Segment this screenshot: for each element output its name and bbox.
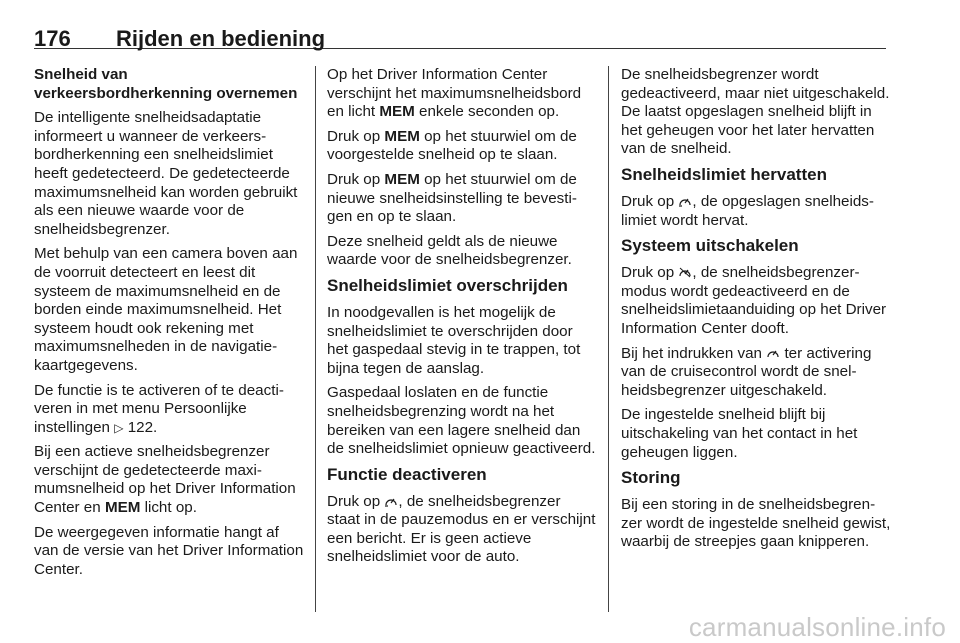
paragraph [621,345,891,401]
paragraph: De ingestelde snelheid blijft bij uitschakeling van het contact in het geheugen liggen. [621,406,858,461]
paragraph-text: Op het Driver Information Center verschijnt het maximumsnelheidsbord en licht [327,66,582,121]
speed-limiter-pause-icon [384,495,398,507]
mem-label: MEM [384,127,420,145]
paragraph: Bij een storing in de snelheidsbegrenzer wordt de ingestelde snelheid gewist, waarbij de streepjes gaan knipperen. [621,496,891,551]
speed-limiter-pause-icon [678,195,692,207]
watermark: carmanualsonline.info [688,612,946,642]
paragraph-text: Druk op [327,170,381,188]
chapter-title: Rijden en bediening [116,26,326,51]
section-heading: Functie deactiveren [327,464,487,484]
section-heading: Storing [621,468,681,488]
paragraph-text: Bij het indrukken van [621,344,762,362]
section-heading: Snelheidslimiet overschrijden [327,275,568,295]
paragraph [327,171,597,227]
paragraph-text: Druk op [327,127,381,145]
page-reference[interactable]: 122. [127,418,158,436]
column-divider [608,66,609,612]
paragraph: Gaspedaal loslaten en de functie snelheidsbegrenzing wordt na het bereiken van een lagere snelheid dan de snelheidslimiet opnieuw geactiveerd. [327,384,596,458]
paragraph-text: Bij een actieve snelheidsbegrenzer verschijnt de gedetecteerde maximumsnelheid op het Driver Information Center en [34,443,296,517]
paragraph-text: Druk op [621,192,675,210]
paragraph-text: Druk op [327,492,381,510]
cruise-control-icon [766,347,780,359]
paragraph-text: , de snelheidsbegrenzer staat in de pauzemodus en er verschijnt een bericht. Er is geen actieve snelheidslimiet voor de auto. [327,492,596,566]
reference-arrow-icon: ▷ [114,420,124,435]
section-heading: Snelheid van verkeersbordherkenning overnemen [34,66,298,102]
paragraph [621,193,891,230]
paragraph-text: enkele seconden op. [414,103,560,121]
paragraph-text: op het stuurwiel om de nieuwe snelheidsinstelling te bevestigen en op te slaan. [327,170,577,226]
column-2 [327,66,597,573]
mem-label: MEM [384,170,420,188]
paragraph-text: De functie is te activeren of te deactiveren in met menu Persoonlijke instellingen [34,381,284,436]
paragraph-text: ter activering van de cruisecontrol wordt de snelheidsbegrenzer uitgeschakeld. [621,344,872,399]
paragraph-text: licht op. [140,499,197,517]
mem-label: MEM [104,499,141,517]
paragraph: Met behulp van een camera boven aan de voorruit detecteert en leest dit systeem de maximumsnelheid en de borden einde maximumsnelheid. Het systeem houdt ook rekening met maximumsnelheden in de navigatiekaartgegevens. [34,245,298,374]
paragraph: Deze snelheid geldt als de nieuwe waarde voor de snelheidsbegrenzer. [327,232,572,269]
paragraph-text: Druk op [621,264,675,282]
column-1 [34,66,306,585]
paragraph [327,128,597,165]
paragraph [621,264,891,338]
paragraph [34,443,306,517]
paragraph: De weergegeven informatie hangt af van de versie van het Driver Information Center. [34,523,304,578]
paragraph: De intelligente snelheidsadaptatie informeert u wanneer de verkeersbordherkenning een snelheidslimiet heeft gedetecteerd. De gedetecteerde maximumsnelheid kan worden gebruikt als een nieuwe waarde voor de snelheidsbegrenzer. [34,109,298,238]
paragraph [34,382,306,438]
paragraph: De snelheidsbegrenzer wordt gedeactiveerd, maar niet uitgeschakeld. De laatst opgeslagen snelheid blijft in het geheugen voor het later hervatten van de snelheid. [621,66,890,158]
speed-limiter-off-icon [678,266,692,278]
paragraph [327,493,597,567]
paragraph-text: , de snelheidsbegrenzermodus wordt gedeactiveerd en de snelheidslimietaanduiding op het Driver Information Center dooft. [621,264,887,337]
page-header [34,14,886,49]
column-3 [621,66,891,558]
paragraph: In noodgevallen is het mogelijk de snelheidslimiet te overschrijden door het gaspedaal stevig in te trappen, tot bijna tegen de aanslag. [327,303,581,377]
paragraph-text: , de opgeslagen snelheidslimiet wordt hervat. [621,192,874,229]
column-divider [315,66,316,612]
paragraph-text: op het stuurwiel om de voorgestelde snelheid op te slaan. [327,127,577,164]
section-heading: Snelheidslimiet hervatten [621,164,827,184]
section-heading: Systeem uitschakelen [621,236,799,256]
page-number: 176 [34,26,71,51]
mem-label: MEM [379,103,415,121]
paragraph [327,66,597,122]
